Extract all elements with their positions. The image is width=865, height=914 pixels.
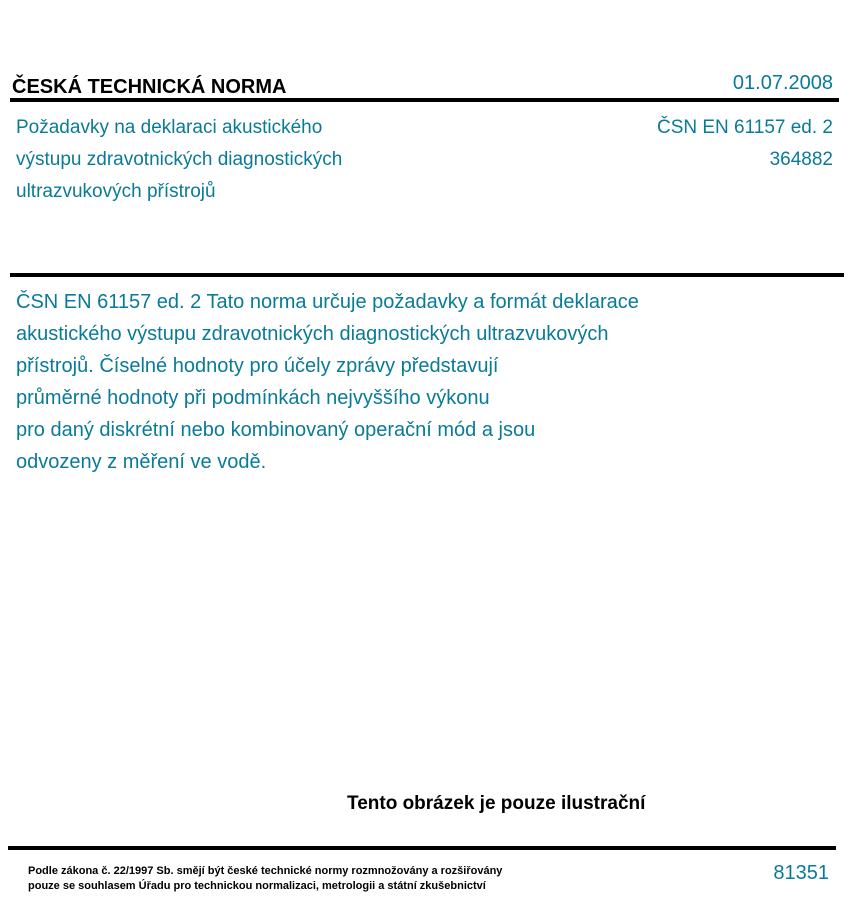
standard-title-line: výstupu zdravotnických diagnostických (16, 149, 343, 170)
catalog-number: 81351 (773, 862, 829, 884)
section-rule (10, 273, 844, 277)
class-number: 364882 (769, 149, 833, 170)
standard-title-line: ultrazvukových přístrojů (16, 181, 216, 202)
standard-designation: ČSN EN 61157 ed. 2 (656, 117, 833, 138)
legal-notice-line: pouze se souhlasem Úřadu pro technickou normalizaci, metrologii a státní zkušebnictví (28, 880, 486, 892)
abstract-line: přístrojů. Číselné hodnoty pro účely zprávy představují (16, 355, 499, 377)
abstract-line: průměrné hodnoty při podmínkách nejvyššího výkonu (16, 387, 490, 409)
standard-title (16, 112, 342, 208)
legal-notice-line: Podle zákona č. 22/1997 Sb. smějí být české technické normy rozmnožovány a rozšiřovány (28, 865, 503, 877)
illustration-note: Tento obrázek je pouze ilustrační (347, 793, 646, 814)
abstract-line: pro daný diskrétní nebo kombinovaný operační mód a jsou (16, 419, 536, 441)
standard-title-line: Požadavky na deklaraci akustického (16, 117, 323, 138)
standard-identifiers (657, 112, 833, 176)
header-rule (10, 98, 839, 102)
abstract-line: akustického výstupu zdravotnických diagnostických ultrazvukových (16, 323, 609, 345)
abstract-line: odvozeny z měření ve vodě. (16, 451, 267, 473)
abstract (16, 286, 639, 478)
document-title: ČESKÁ TECHNICKÁ NORMA (12, 76, 287, 98)
footer-rule (8, 846, 836, 850)
issue-date: 01.07.2008 (732, 72, 833, 94)
legal-notice (28, 864, 502, 894)
abstract-line: ČSN EN 61157 ed. 2 Tato norma určuje požadavky a formát deklarace (16, 291, 639, 313)
